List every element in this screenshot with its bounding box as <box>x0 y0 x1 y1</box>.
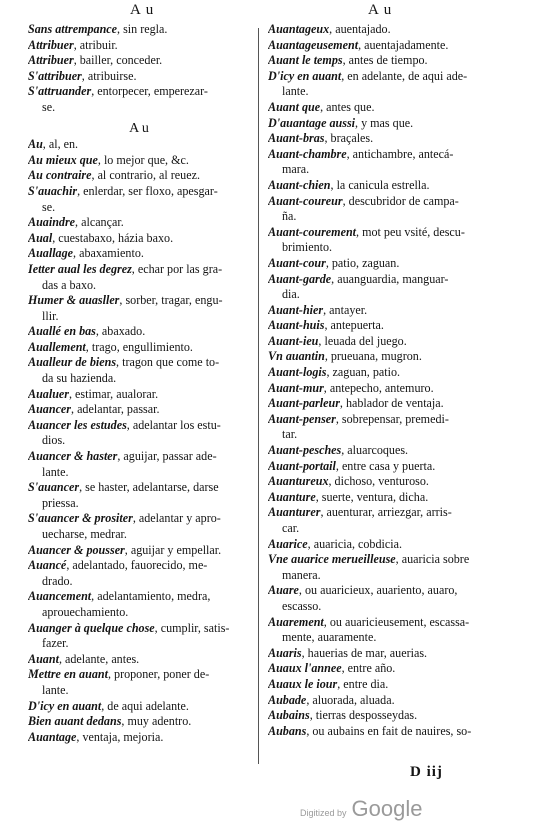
section-heading: A u <box>129 120 149 136</box>
dictionary-line <box>268 599 508 615</box>
dictionary-line <box>28 184 250 200</box>
dictionary-line <box>28 496 250 512</box>
column-divider <box>258 28 259 764</box>
dictionary-line <box>28 621 250 637</box>
entry-text: Auancer, adelantar, passar. <box>28 402 160 417</box>
dictionary-line <box>28 293 250 309</box>
dictionary-line <box>28 402 250 418</box>
entry-text: Auant-portail, entre casa y puerta. <box>268 458 436 473</box>
dictionary-line <box>268 693 508 709</box>
entry-text: Mettre en auant, proponer, poner de- <box>28 667 210 682</box>
entry-text: Vne auarice merueilleuse, auaricia sobre <box>268 552 470 567</box>
entry-continuation: mente, auaramente. <box>282 630 377 645</box>
entry-text: Auant-coureur, descubridor de campa- <box>268 193 459 208</box>
dictionary-line <box>268 661 508 677</box>
dictionary-line <box>28 324 250 340</box>
entry-text: Sans attrempance, sin regla. <box>28 22 168 36</box>
dictionary-line <box>268 240 508 256</box>
dictionary-line <box>28 683 250 699</box>
running-header-right: A u <box>368 2 393 18</box>
entry-text: Auarice, auaricia, cobdicia. <box>268 536 403 551</box>
entry-text: Auant-logis, zaguan, patio. <box>268 365 401 380</box>
dictionary-line <box>28 355 250 371</box>
entry-text: Aubains, tierras desposseydas. <box>268 708 418 723</box>
right-column <box>268 22 508 739</box>
dictionary-line <box>28 636 250 652</box>
watermark-prefix: Digitized by <box>300 808 347 818</box>
dictionary-line <box>268 318 508 334</box>
entry-text: Auancer les estudes, adelantar los estu- <box>28 417 221 432</box>
entry-text: Auancé, adelantado, fauorecido, me- <box>28 558 208 573</box>
right-entries <box>268 22 508 739</box>
dictionary-line <box>268 100 508 116</box>
running-header-left: A u <box>130 2 155 18</box>
dictionary-line <box>268 178 508 194</box>
dictionary-line <box>28 262 250 278</box>
entry-text: Attribuer, atribuir. <box>28 37 118 52</box>
dictionary-line <box>268 490 508 506</box>
dictionary-line <box>28 465 250 481</box>
entry-text: Auallé en bas, abaxado. <box>28 324 146 339</box>
dictionary-line <box>28 699 250 715</box>
dictionary-line <box>268 381 508 397</box>
dictionary-line <box>28 589 250 605</box>
dictionary-line <box>268 209 508 225</box>
entry-continuation: drado. <box>42 573 73 588</box>
dictionary-line <box>268 724 508 740</box>
entry-continuation: uecharse, medrar. <box>42 527 127 541</box>
dictionary-line <box>28 22 250 38</box>
dictionary-line <box>28 100 250 116</box>
entry-text: D'icy en auant, en adelante, de aqui ade- <box>268 68 468 83</box>
dictionary-line <box>268 412 508 428</box>
dictionary-line <box>268 396 508 412</box>
dictionary-line <box>268 443 508 459</box>
dictionary-line <box>28 137 250 153</box>
entry-text: Vn auantin, prueuana, mugron. <box>268 349 422 364</box>
dictionary-line <box>268 708 508 724</box>
dictionary-line <box>268 677 508 693</box>
dictionary-line <box>28 200 250 216</box>
dictionary-line <box>28 558 250 574</box>
dictionary-line <box>268 505 508 521</box>
entry-text: Auant-chien, la canicula estrella. <box>268 177 430 192</box>
dictionary-line <box>268 194 508 210</box>
entry-continuation: manera. <box>282 567 321 582</box>
dictionary-line <box>28 215 250 231</box>
entry-text: Auanturer, auenturar, arriezgar, arris- <box>268 505 452 520</box>
dictionary-line <box>268 225 508 241</box>
left-entries-top <box>28 22 250 116</box>
dictionary-line <box>268 116 508 132</box>
entry-text: Au mieux que, lo mejor que, &c. <box>28 152 189 167</box>
entry-continuation: brimiento. <box>282 240 333 255</box>
entry-continuation: das a baxo. <box>42 277 97 292</box>
dictionary-line <box>28 387 250 403</box>
entry-text: Bien auant dedans, muy adentro. <box>28 714 192 729</box>
entry-continuation: fazer. <box>42 636 69 651</box>
entry-continuation: lante. <box>42 682 69 697</box>
dictionary-line <box>268 349 508 365</box>
dictionary-line <box>268 552 508 568</box>
left-entries-main <box>28 137 250 745</box>
entry-text: Auant-courement, mot peu vsité, descu- <box>268 224 465 239</box>
dictionary-line <box>28 231 250 247</box>
dictionary-line <box>28 605 250 621</box>
entry-continuation: mara. <box>282 162 310 177</box>
entry-text: Auancer & haster, aguijar, passar ade- <box>28 449 217 464</box>
entry-text: Auallage, abaxamiento. <box>28 246 144 261</box>
dictionary-line <box>268 69 508 85</box>
dictionary-line <box>268 568 508 584</box>
entry-text: D'auantage aussi, y mas que. <box>268 115 414 130</box>
entry-continuation: tar. <box>282 427 298 442</box>
entry-text: Auancement, adelantamiento, medra, <box>28 589 211 604</box>
entry-text: Auant le temps, antes de tiempo. <box>268 53 428 68</box>
digitized-watermark <box>300 796 422 822</box>
entry-continuation: se. <box>42 199 56 214</box>
entry-continuation: lante. <box>42 464 69 479</box>
dictionary-line <box>28 511 250 527</box>
dictionary-line <box>268 334 508 350</box>
entry-text: S'attribuer, atribuirse. <box>28 68 137 83</box>
entry-text: Auanture, suerte, ventura, dicha. <box>268 489 429 504</box>
dictionary-line <box>268 427 508 443</box>
entry-continuation: car. <box>282 521 300 535</box>
entry-text: Auarement, ou auaricieusement, escassa- <box>268 614 470 629</box>
dictionary-line <box>28 309 250 325</box>
entry-text: Auaux le iour, entre dia. <box>268 676 389 691</box>
entry-text: Auanger à quelque chose, cumplir, satis- <box>28 620 230 635</box>
dictionary-line <box>268 162 508 178</box>
entry-continuation: dios. <box>42 433 66 448</box>
dictionary-line <box>268 303 508 319</box>
dictionary-line <box>28 449 250 465</box>
entry-text: Auaris, hauerias de mar, auerias. <box>268 645 428 660</box>
entry-continuation: priessa. <box>42 495 79 510</box>
dictionary-line <box>28 418 250 434</box>
dictionary-line <box>28 527 250 543</box>
entry-continuation: aprouechamiento. <box>42 604 129 619</box>
entry-text: Humer & auasller, sorber, tragar, engu- <box>28 293 223 308</box>
entry-text: Auaindre, alcançar. <box>28 215 124 230</box>
entry-continuation: da su hazienda. <box>42 371 117 386</box>
dictionary-line <box>268 147 508 163</box>
dictionary-line <box>28 53 250 69</box>
entry-text: Auant-chambre, antichambre, antecá- <box>268 146 454 161</box>
dictionary-line <box>28 652 250 668</box>
dictionary-line <box>268 459 508 475</box>
dictionary-line <box>268 646 508 662</box>
entry-text: Aual, cuestabaxo, házia baxo. <box>28 230 174 245</box>
entry-text: Auant-huis, antepuerta. <box>268 318 384 333</box>
entry-text: Ietter aual les degrez, echar por las gra- <box>28 261 223 276</box>
dictionary-line <box>28 730 250 746</box>
dictionary-line <box>268 287 508 303</box>
dictionary-line <box>268 521 508 537</box>
dictionary-line <box>28 480 250 496</box>
entry-text: Auallement, trago, engullimiento. <box>28 339 193 354</box>
entry-text: S'attruander, entorpecer, emperezar- <box>28 84 208 99</box>
signature-mark: D iij <box>410 764 443 780</box>
entry-text: Auant que, antes que. <box>268 99 375 114</box>
entry-continuation: ña. <box>282 209 297 224</box>
entry-text: Auant-penser, sobrepensar, premedi- <box>268 411 449 426</box>
dictionary-line <box>28 278 250 294</box>
entry-text: Auantageux, auentajado. <box>268 22 391 36</box>
entry-text: Auantage, ventaja, mejoria. <box>28 729 164 744</box>
entry-text: Attribuer, bailler, conceder. <box>28 53 163 68</box>
dictionary-line <box>28 69 250 85</box>
entry-text: Auant-pesches, aluarcoques. <box>268 443 409 458</box>
entry-text: Auant, adelante, antes. <box>28 651 140 666</box>
dictionary-line <box>268 474 508 490</box>
entry-continuation: llir. <box>42 308 59 323</box>
dictionary-line <box>28 84 250 100</box>
entry-text: Aubans, ou aubains en fait de nauires, so- <box>268 723 472 738</box>
dictionary-line <box>268 131 508 147</box>
dictionary-line <box>28 543 250 559</box>
entry-text: Auaux l'annee, entre año. <box>268 661 396 676</box>
entry-continuation: dia. <box>282 287 300 302</box>
entry-text: S'auachir, enlerdar, ser floxo, apesgar- <box>28 183 218 198</box>
dictionary-line <box>268 365 508 381</box>
dictionary-line <box>28 340 250 356</box>
google-logo: Google <box>351 796 423 821</box>
entry-text: Auant-cour, patio, zaguan. <box>268 255 400 270</box>
dictionary-line <box>268 583 508 599</box>
entry-text: Aubade, aluorada, aluada. <box>268 692 395 707</box>
entry-text: D'icy en auant, de aqui adelante. <box>28 698 189 713</box>
dictionary-line <box>28 574 250 590</box>
entry-text: Auant-parleur, hablador de ventaja. <box>268 396 444 411</box>
dictionary-line <box>268 630 508 646</box>
dictionary-line <box>268 615 508 631</box>
entry-text: Au, al, en. <box>28 137 79 152</box>
entry-text: Auant-ieu, leuada del juego. <box>268 333 407 348</box>
entry-text: Auancer & pousser, aguijar y empellar. <box>28 542 222 557</box>
dictionary-line <box>28 371 250 387</box>
dictionary-line <box>28 246 250 262</box>
entry-continuation: lante. <box>282 84 309 99</box>
dictionary-line <box>28 667 250 683</box>
entry-text: Aualleur de biens, tragon que come to- <box>28 355 220 370</box>
dictionary-line <box>268 84 508 100</box>
dictionary-line <box>28 714 250 730</box>
dictionary-line <box>268 537 508 553</box>
dictionary-line <box>268 53 508 69</box>
entry-text: S'auancer, se haster, adelantarse, darse <box>28 480 219 495</box>
entry-text: Auant-garde, auanguardia, manguar- <box>268 271 449 286</box>
entry-text: Aualuer, estimar, aualorar. <box>28 386 159 401</box>
entry-text: Auare, ou auaricieux, auariento, auaro, <box>268 583 458 598</box>
entry-text: Auantageusement, auentajadamente. <box>268 37 449 52</box>
dictionary-line <box>28 38 250 54</box>
dictionary-line <box>28 153 250 169</box>
entry-text: S'auancer & prositer, adelantar y apro- <box>28 511 221 526</box>
dictionary-line <box>268 38 508 54</box>
dictionary-line <box>268 256 508 272</box>
entry-text: Au contraire, al contrario, al reuez. <box>28 168 200 183</box>
entry-continuation: escasso. <box>282 598 322 613</box>
entry-text: Auantureux, dichoso, venturoso. <box>268 474 429 489</box>
dictionary-line <box>28 168 250 184</box>
dictionary-line <box>268 272 508 288</box>
dictionary-line <box>28 433 250 449</box>
entry-continuation: se. <box>42 99 56 114</box>
dictionary-line <box>268 22 508 38</box>
left-column <box>28 22 250 745</box>
entry-text: Auant-bras, braçales. <box>268 131 374 146</box>
entry-text: Auant-mur, antepecho, antemuro. <box>268 380 434 395</box>
entry-text: Auant-hier, antayer. <box>268 302 368 317</box>
